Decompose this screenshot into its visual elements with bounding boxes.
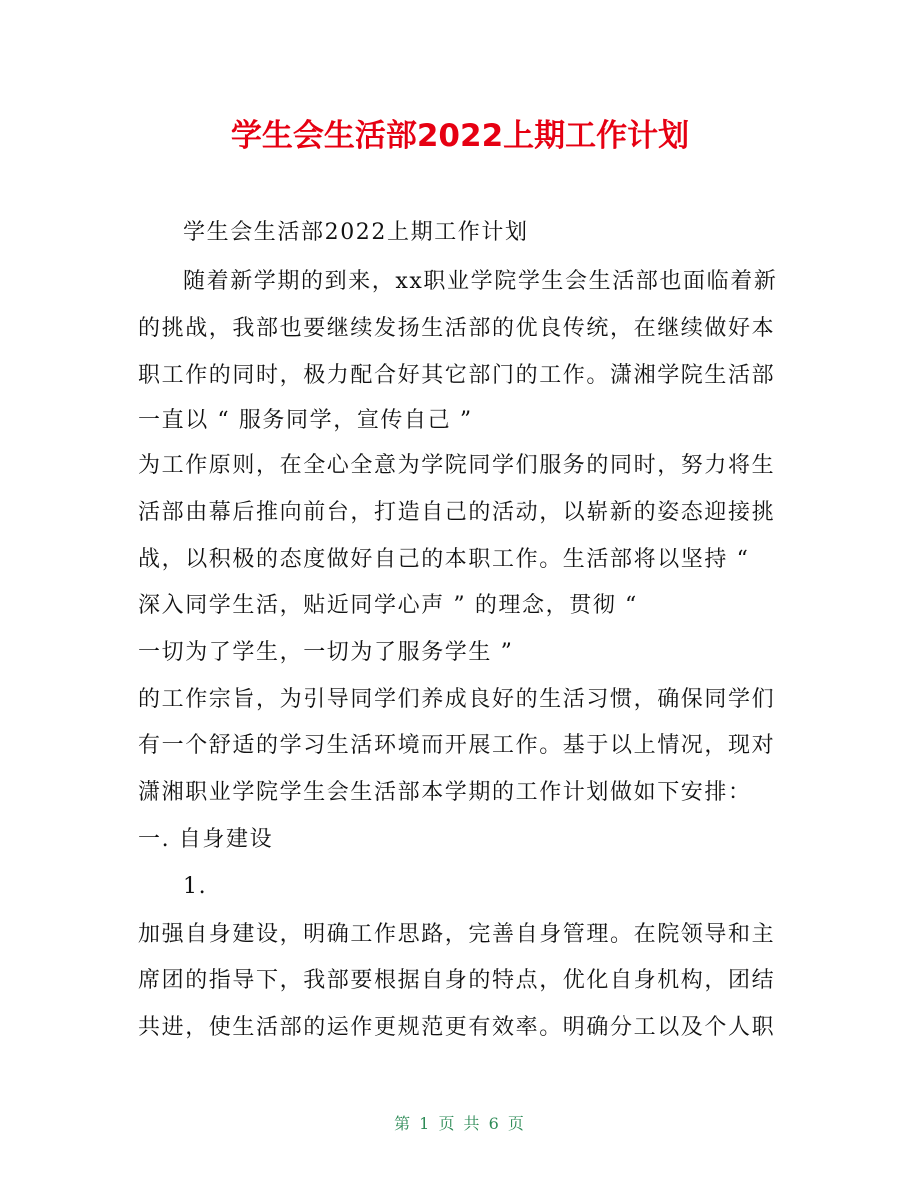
- paragraph-line: 有一个舒适的学习生活环境而开展工作。基于以上情况，现对: [138, 733, 776, 758]
- subtitle-line: 学生会生活部2022上期工作计划: [183, 220, 529, 245]
- document-title: 学生会生活部2022上期工作计划: [230, 118, 690, 154]
- paragraph-line: 的工作宗旨，为引导同学们养成良好的生活习惯，确保同学们: [138, 687, 776, 712]
- paragraph-line: 深入同学生活，贴近同学心声 ” 的理念，贯彻 “: [138, 593, 638, 618]
- paragraph-line: 一切为了学生，一切为了服务学生 ”: [138, 640, 514, 665]
- paragraph-line: 为工作原则，在全心全意为学院同学们服务的同时，努力将生: [138, 453, 776, 478]
- page-number-footer: 第 1 页 共 6 页: [394, 1114, 526, 1133]
- paragraph-line: 随着新学期的到来，xx职业学院学生会生活部也面临着新: [183, 269, 778, 294]
- paragraph-line: 的挑战，我部也要继续发扬生活部的优良传统，在继续做好本: [138, 316, 776, 341]
- paragraph-line: 加强自身建设，明确工作思路，完善自身管理。在院领导和主: [138, 922, 776, 947]
- paragraph-line: 席团的指导下，我部要根据自身的特点，优化自身机构，团结: [138, 968, 776, 993]
- section-heading: 一. 自身建设: [138, 827, 274, 852]
- paragraph-line: 活部由幕后推向前台，打造自己的活动，以崭新的姿态迎接挑: [138, 500, 776, 525]
- paragraph-line: 一直以 “ 服务同学，宣传自己 ”: [138, 408, 473, 433]
- paragraph-line: 职工作的同时，极力配合好其它部门的工作。潇湘学院生活部: [138, 363, 776, 388]
- list-number: 1.: [183, 874, 208, 899]
- paragraph-line: 战，以积极的态度做好自己的本职工作。生活部将以坚持 “: [138, 547, 750, 572]
- paragraph-line: 潇湘职业学院学生会生活部本学期的工作计划做如下安排：: [138, 780, 752, 805]
- paragraph-line: 共进，使生活部的运作更规范更有效率。明确分工以及个人职: [138, 1015, 776, 1040]
